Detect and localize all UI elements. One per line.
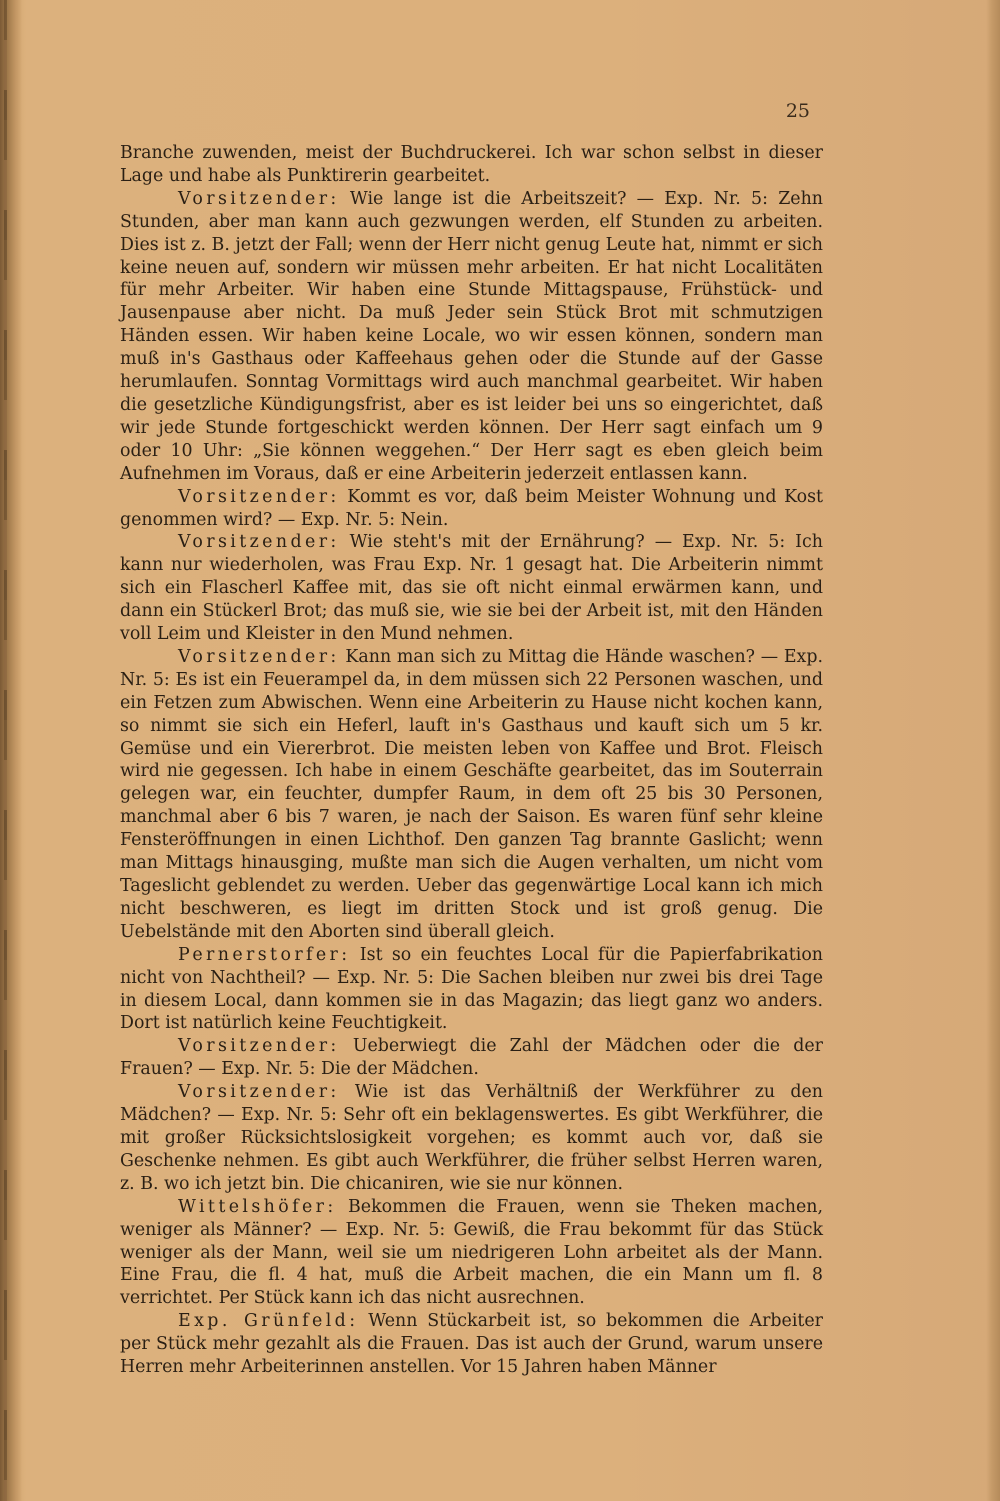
paragraph-text: Ist so ein feuchtes Local für die Papierfabrikation nicht von Nachtheil? — Exp. Nr. 5: Die Sachen bleiben nur zwei bis drei Tage in diesem Local, dann kommen sie in das Magazin; das liegt ganz wo anders. Dort ist natürlich keine Feuchtigkeit.: [120, 944, 823, 1034]
paragraph: [120, 486, 823, 532]
paragraph-text: Branche zuwenden, meist der Buchdruckerei. Ich war schon selbst in dieser Lage und habe als Punktirerin gearbeitet.: [120, 143, 823, 186]
speaker-label: Vorsitzender:: [178, 188, 340, 209]
speaker-label: Vorsitzender:: [178, 1082, 340, 1103]
paragraph: [120, 188, 823, 486]
paragraph: [120, 1035, 823, 1081]
paragraph: [120, 646, 823, 944]
paragraph-text: Wenn Stückarbeit ist, so bekommen die Arbeiter per Stück mehr gezahlt als die Frauen. Das ist auch der Grund, warum unsere Herren mehr Arbeiterinnen anstellen. Vor 15 Jahren haben Männer: [120, 1311, 823, 1378]
speaker-label: Vorsitzender:: [178, 532, 340, 553]
page-number: 25: [785, 100, 810, 122]
speaker-label: Vorsitzender:: [178, 1036, 340, 1057]
paragraph-text: Ueberwiegt die Zahl der Mädchen oder die der Frauen? — Exp. Nr. 5: Die der Mädchen.: [120, 1036, 823, 1080]
paragraph-text: Kommt es vor, daß beim Meister Wohnung und Kost genommen wird? — Exp. Nr. 5: Nein.: [120, 486, 823, 530]
paragraph-text: Bekommen die Frauen, wenn sie Theken machen, weniger als Männer? — Exp. Nr. 5: Gewiß, die Frau bekommt für das Stück weniger als der Mann, weil sie um niedrigeren Lohn arbeitet als der Mann. Eine Frau, die fl. 4 hat, muß die Arbeit machen, die ein Mann um fl. 8 verrichtet. Per Stück kann ich das nicht ausrechnen.: [120, 1196, 823, 1309]
speaker-label: Vorsitzender:: [178, 486, 340, 507]
speaker-label: Exp. Grünfeld:: [178, 1311, 359, 1332]
paragraph-text: Kann man sich zu Mittag die Hände waschen? — Exp. Nr. 5: Es ist ein Feuerampel da, in dem müssen sich 22 Personen waschen, und ein Fetzen zum Abwischen. Wenn eine Arbeiterin zu Hause nicht kochen kann, so nimmt sie sich ein Heferl, lauft in's Gasthaus und kauft sich um 5 kr. Gemüse und ein Viererbrot. Die meisten leben von Kaffee und Brot. Fleisch wird nie gegessen. Ich habe in einem Geschäfte gearbeitet, das im Souterrain gelegen war, ein feuchter, dumpfer Raum, in dem oft 25 bis 30 Personen, manchmal aber 6 bis 7 waren, je nach der Saison. Es waren fünf sehr kleine Fensteröffnungen in einen Lichthof. Den ganzen Tag brannte Gaslicht; wenn man Mittags hinausging, mußte man sich die Augen verhalten, um nicht vom Tageslicht geblendet zu werden. Ueber das gegenwärtige Local kann ich mich nicht beschweren, es liegt im dritten Stock und ist groß genug. Die Uebelstände mit den Aborten sind überall gleich.: [120, 646, 823, 942]
paragraph: [120, 1196, 823, 1311]
speaker-label: Wittelshöfer:: [178, 1196, 337, 1217]
paragraph-text: Wie lange ist die Arbeitszeit? — Exp. Nr. 5: Zehn Stunden, aber man kann auch gezwungen werden, elf Stunden zu arbeiten. Dies ist z. B. jetzt der Fall; wenn der Herr nicht genug Leute hat, nimmt er sich keine neuen auf, sondern wir müssen mehr arbeiten. Er hat nicht Localitäten für mehr Arbeiter. Wir haben eine Stunde Mittagspause, Frühstück- und Jausenpause aber nicht. Da muß Jeder sein Stück Brot mit schmutzigen Händen essen. Wir haben keine Locale, wo wir essen können, sondern man muß in's Gasthaus oder Kaffeehaus gehen oder die Stunde auf der Gasse herumlaufen. Sonntag Vormittags wird auch manchmal gearbeitet. Wir haben die gesetzliche Kündigungsfrist, aber es ist leider bei uns so eingerichtet, daß wir jede Stunde fortgeschickt werden können. Der Herr sagt einfach um 9 oder 10 Uhr: „Sie können weggehen.“ Der Herr sagt es eben gleich beim Aufnehmen im Voraus, daß er eine Arbeiterin jederzeit entlassen kann.: [120, 188, 823, 484]
book-binding-edge: [0, 0, 22, 1501]
speaker-label: Pernerstorfer:: [178, 944, 351, 965]
paragraph: [120, 944, 823, 1036]
paragraph: [120, 142, 823, 188]
paragraph: [120, 531, 823, 646]
paragraph: [120, 1081, 823, 1196]
paragraph: [120, 1310, 823, 1379]
paragraph-text: Wie steht's mit der Ernährung? — Exp. Nr. 5: Ich kann nur wiederholen, was Frau Exp. Nr. 1 gesagt hat. Die Arbeiterin nimmt sich ein Flascherl Kaffee mit, das sie oft nicht einmal erwärmen kann, und dann ein Stückerl Brot; das muß sie, wie sie bei der Arbeit ist, mit den Händen voll Leim und Kleister in den Mund nehmen.: [120, 532, 823, 645]
body-text: [120, 142, 823, 1379]
page-right-edge: [986, 0, 1000, 1501]
paragraph-text: Wie ist das Verhältniß der Werkführer zu den Mädchen? — Exp. Nr. 5: Sehr oft ein beklagenswertes. Es gibt Werkführer, die mit großer Rücksichtslosigkeit vorgehen; es kommt auch vor, daß sie Geschenke nehmen. Es gibt auch Werkführer, die früher selbst Herren waren, z. B. wo ich jetzt bin. Die chicaniren, wie sie nur können.: [120, 1082, 823, 1194]
speaker-label: Vorsitzender:: [178, 646, 340, 667]
